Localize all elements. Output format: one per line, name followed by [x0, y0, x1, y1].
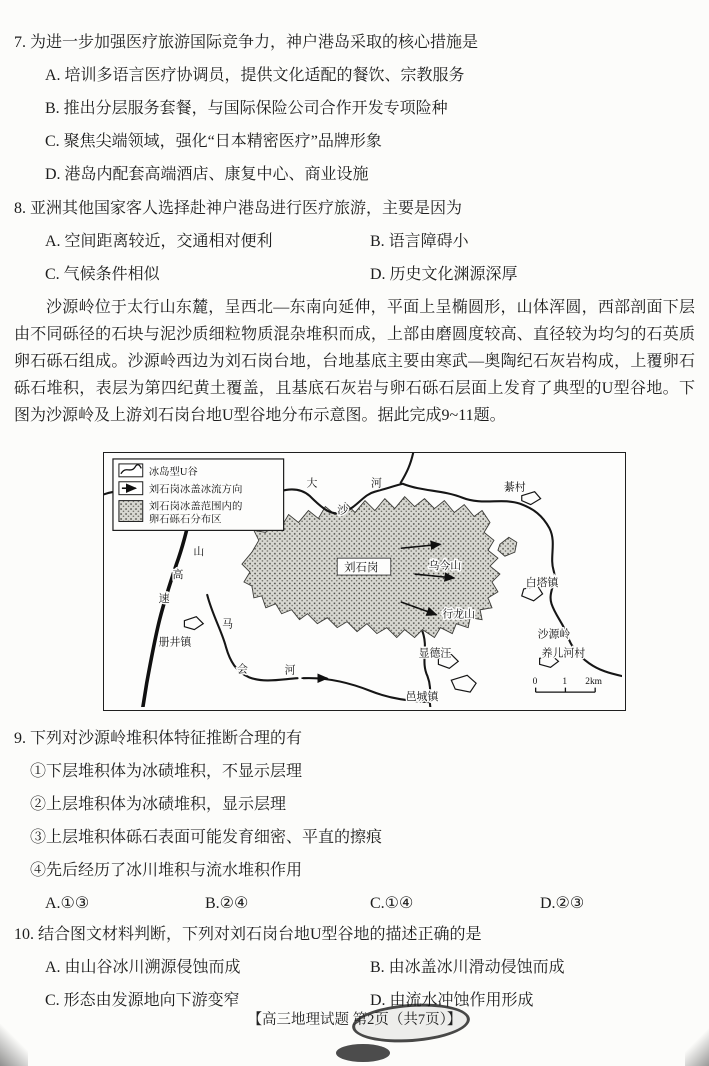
- question-7-stem: 7. 为进一步加强医疗旅游国际竞争力，神户港岛采取的核心措施是: [14, 34, 479, 51]
- question-9-item-4: ④先后经历了冰川堆积与流水堆积作用: [30, 862, 303, 879]
- question-8: [14, 192, 694, 291]
- gravel-area-icon: [119, 501, 143, 522]
- legend-label-gravel-line2: 卵石砾石分布区: [148, 514, 222, 526]
- question-10-option-a: A. 由山谷冰川溯源侵蚀而成: [45, 959, 241, 976]
- map-label-qicun: 綦村: [503, 481, 526, 494]
- map-label-gao: 高: [172, 569, 184, 582]
- question-10: [14, 918, 694, 1017]
- question-9: [14, 722, 694, 920]
- question-7-option-c: C. 聚焦尖端领域，强化“日本精密医疗”品牌形象: [45, 133, 382, 150]
- question-9-stem: 9. 下列对沙源岭堆积体特征推断合理的有: [14, 730, 303, 747]
- map-label-xiandewang: 显德汪: [418, 647, 452, 660]
- map-label-shayuanling: 沙源岭: [537, 628, 571, 641]
- legend-label-u-valley: 冰岛型U谷: [148, 466, 198, 478]
- question-9-item-1: ①下层堆积体为冰碛堆积，不显示层理: [30, 763, 303, 780]
- scale-0: 0: [532, 677, 538, 688]
- question-7-option-b: B. 推出分层服务套餐，与国际保险公司合作开发专项险种: [45, 100, 448, 117]
- map-figure: [103, 452, 626, 711]
- scale-1: 1: [562, 677, 568, 688]
- page-footer: 【高三地理试题 第2页（共7页）】: [247, 1012, 462, 1028]
- question-8-option-d: D. 历史文化渊源深厚: [370, 266, 518, 283]
- map-label-river-char-3: 河: [370, 477, 382, 490]
- scan-artifact-bottom: [336, 1044, 390, 1062]
- map-label-cejingzhen: 册井镇: [158, 636, 192, 649]
- question-7-option-a: A. 培训多语言医疗协调员，提供文化适配的餐饮、宗教服务: [45, 67, 465, 84]
- map-label-yangerhecun: 养儿河村: [541, 647, 586, 660]
- reading-passage: 沙源岭位于太行山东麓，呈西北—东南向延伸，平面上呈椭圆形，山体浑圆，西部剖面下层由不同砾径的石块与泥沙质细粒物质混杂堆积而成，上部由磨圆度较高、直径较为均匀的石英质卵石砾石组成。沙源岭西边为刘石岗台地，台地基底主要由寒武—奥陶纪石灰岩构成，上覆卵石砾石堆积，表层为第四纪黄土覆盖，且基底石灰岩与卵石砾石层面上发育了典型的U型谷地。下图为沙源岭及上游刘石岗台地U型谷地分布示意图。据此完成9~11题。: [14, 299, 695, 424]
- map-label-yichengzhen: 邑城镇: [405, 691, 439, 704]
- map-label-liushigang: 刘石岗: [344, 562, 379, 575]
- scan-artifact-corner-right: [685, 1028, 709, 1066]
- scale-2km: 2km: [585, 677, 602, 688]
- map-label-ma: 马: [222, 618, 234, 631]
- legend-label-gravel-line1: 刘石岗冰盖范围内的: [148, 501, 243, 513]
- question-8-option-b: B. 语言障碍小: [370, 233, 469, 250]
- question-10-stem: 10. 结合图文材料判断，下列对刘石岗台地U型谷地的描述正确的是: [14, 926, 482, 943]
- question-8-stem: 8. 亚洲其他国家客人选择赴神户港岛进行医疗旅游，主要是因为: [14, 200, 463, 217]
- question-9-item-2: ②上层堆积体为冰碛堆积，显示层理: [30, 796, 287, 813]
- map-label-baitazhen: 白塔镇: [525, 576, 559, 589]
- question-9-option-c: C.①④: [370, 895, 414, 912]
- question-10-option-d: D. 由流水冲蚀作用形成: [370, 992, 534, 1009]
- question-9-item-3: ③上层堆积体砾石表面可能发育细密、平直的擦痕: [30, 829, 383, 846]
- map-label-wujinshan: 乌今山: [428, 560, 462, 573]
- question-8-option-a: A. 空间距离较近，交通相对便利: [45, 233, 273, 250]
- legend-label-flow-direction: 刘石岗冰盖冰流方向: [148, 484, 243, 496]
- map-legend: [113, 459, 284, 530]
- map-label-shan: 山: [193, 546, 205, 559]
- map-label-river-char-2: 沙: [337, 504, 349, 517]
- question-8-option-c: C. 气候条件相似: [45, 266, 160, 283]
- question-9-option-d: D.②③: [540, 895, 585, 912]
- map-label-he: 河: [284, 664, 296, 677]
- map-label-river-char-1: 大: [306, 477, 318, 490]
- map-label-su: 速: [158, 592, 170, 605]
- map-label-xinglongshan: 行龙山: [442, 608, 476, 621]
- map-label-hui: 会: [236, 663, 248, 676]
- question-7-option-d: D. 港岛内配套高端酒店、康复中心、商业设施: [45, 166, 369, 183]
- question-7: [14, 26, 694, 191]
- question-9-option-a: A.①③: [45, 895, 90, 912]
- question-10-option-b: B. 由冰盖冰川滑动侵蚀而成: [370, 959, 565, 976]
- liushigang-u-valley-map: [104, 453, 622, 707]
- scan-artifact-corner-left: [0, 1024, 28, 1066]
- question-9-option-b: B.②④: [205, 895, 249, 912]
- scale-bar: [533, 677, 603, 692]
- question-10-option-c: C. 形态由发源地向下游变窄: [45, 992, 240, 1009]
